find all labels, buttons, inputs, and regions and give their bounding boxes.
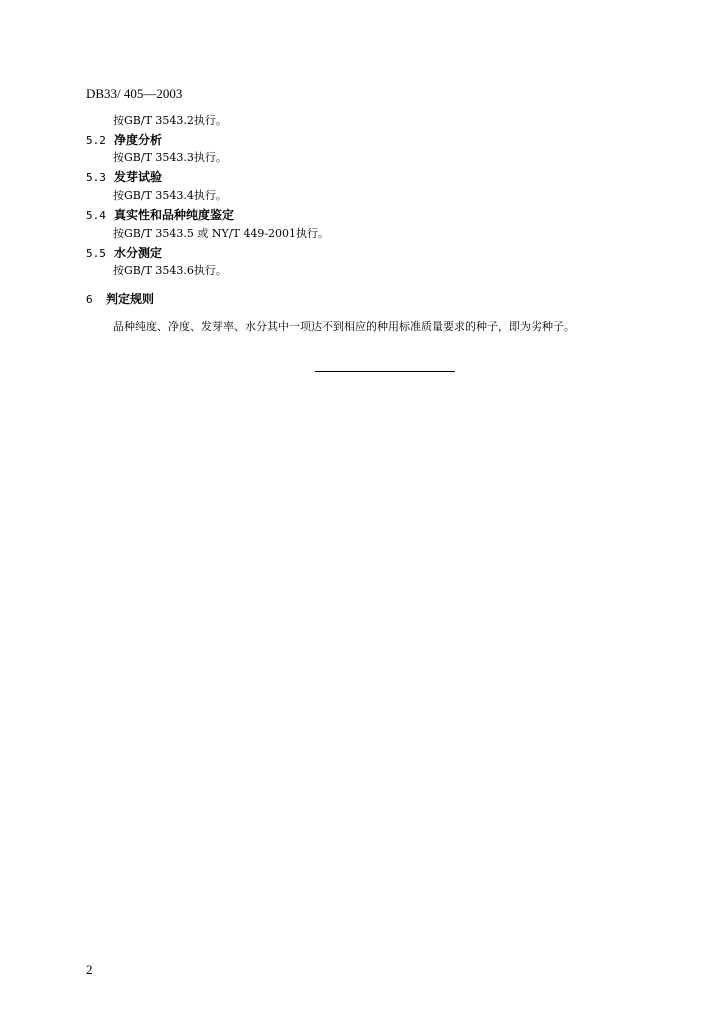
section-5-5-heading bbox=[86, 246, 162, 261]
section-number: 5.2 bbox=[86, 134, 106, 147]
section-5-2-text: 按GB/T 3543.3执行。 bbox=[113, 151, 227, 164]
clause-6-text: 品种纯度、净度、发芽率、水分其中一项达不到相应的种用标准质量要求的种子，即为劣种子。 bbox=[113, 320, 575, 333]
section-number: 5.5 bbox=[86, 247, 106, 260]
section-number: 5.4 bbox=[86, 209, 106, 222]
section-number: 5.3 bbox=[86, 171, 106, 184]
section-title: 发芽试验 bbox=[114, 170, 163, 184]
clause-6-heading bbox=[86, 292, 154, 307]
section-5-4-text: 按GB/T 3543.5 或 NY/T 449-2001执行。 bbox=[113, 227, 330, 240]
section-5-3-heading bbox=[86, 170, 162, 185]
section-title: 真实性和品种纯度鉴定 bbox=[114, 208, 235, 222]
section-title: 水分测定 bbox=[114, 246, 163, 260]
section-5-1-text: 按GB/T 3543.2执行。 bbox=[113, 114, 227, 127]
document-header-id: DB33/ 405—2003 bbox=[86, 86, 183, 101]
section-title: 净度分析 bbox=[114, 133, 163, 147]
section-5-3-text: 按GB/T 3543.4执行。 bbox=[113, 189, 227, 202]
clause-title: 判定规则 bbox=[106, 292, 155, 306]
section-5-4-heading bbox=[86, 208, 234, 223]
section-5-2-heading bbox=[86, 133, 162, 148]
page-number: 2 bbox=[86, 962, 93, 977]
end-rule bbox=[315, 371, 455, 372]
clause-number: 6 bbox=[86, 293, 93, 306]
section-5-5-text: 按GB/T 3543.6执行。 bbox=[113, 264, 227, 277]
